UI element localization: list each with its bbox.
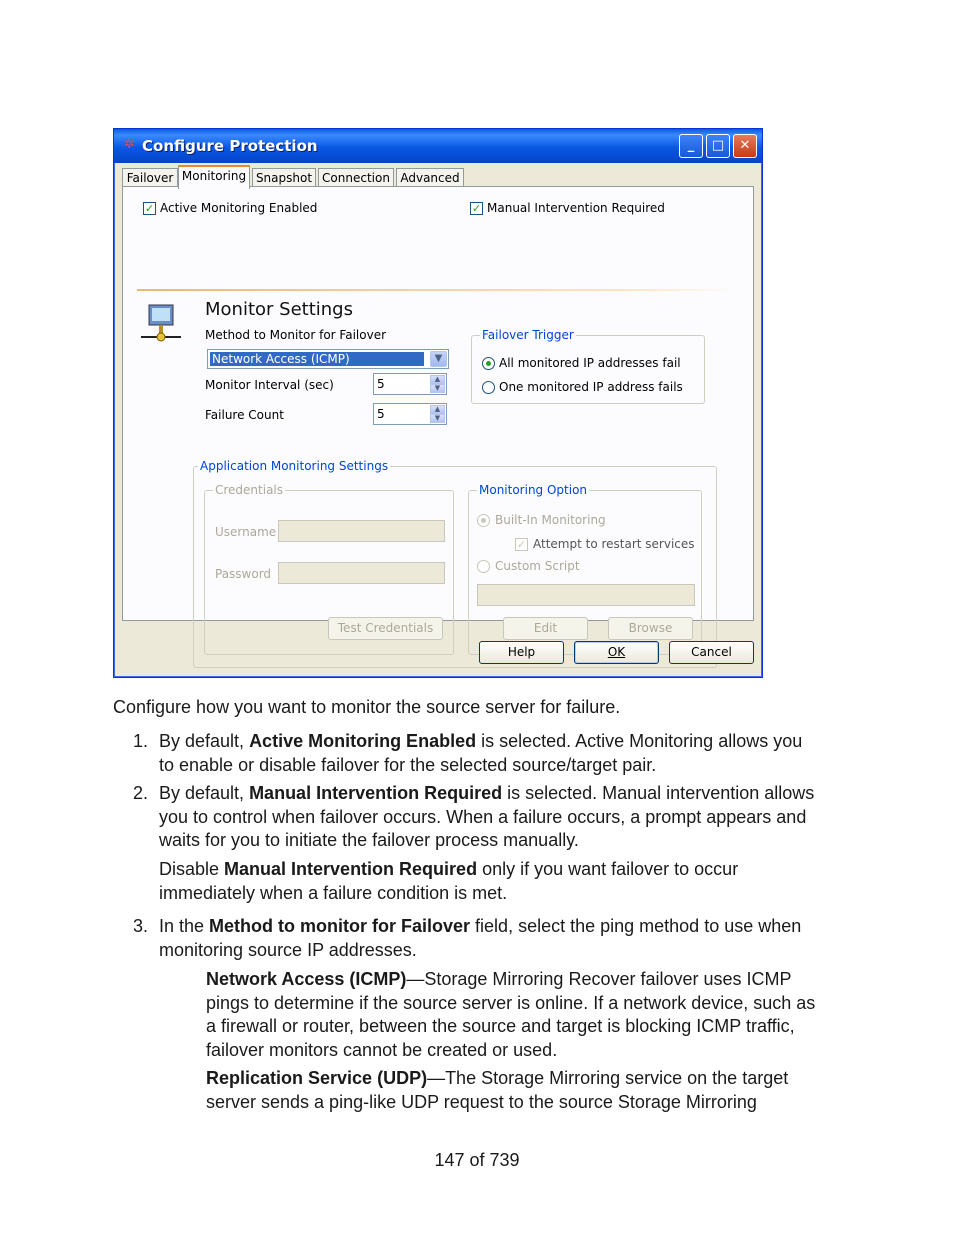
active-monitoring-label: Active Monitoring Enabled: [160, 201, 318, 215]
list-number-2: 2.: [133, 783, 149, 803]
built-in-monitoring-radio[interactable]: [477, 514, 490, 527]
list-item-2: [159, 782, 814, 853]
tab-connection[interactable]: Connection: [318, 168, 394, 188]
custom-script-label: Custom Script: [495, 559, 580, 573]
dialog-title: Configure Protection: [142, 137, 318, 155]
maximize-button[interactable]: □: [706, 134, 730, 158]
udp-line-1: Replication Service (UDP)—The Storage Mirroring service on the target: [206, 1068, 789, 1088]
list-number-1: 1.: [133, 731, 149, 751]
orange-separator: [137, 289, 737, 291]
username-label: Username: [215, 525, 277, 539]
active-monitoring-checkbox[interactable]: ✓: [144, 202, 155, 215]
list-item-2-line-1: By default, Manual Intervention Required is selected. Manual intervention allows: [159, 783, 815, 803]
tab-snapshot[interactable]: Snapshot: [252, 168, 316, 188]
minimize-button[interactable]: _: [679, 134, 703, 158]
icmp-line-4: failover monitors cannot be created or used.: [206, 1039, 558, 1060]
list-item-2-note: [159, 858, 738, 905]
edit-button[interactable]: Edit: [503, 617, 588, 640]
tab-monitoring[interactable]: Monitoring: [178, 165, 250, 189]
page-number: 147 of 739: [434, 1150, 520, 1170]
list-item-1-line-2: to enable or disable failover for the selected source/target pair.: [159, 754, 657, 775]
network-monitor-icon: [141, 303, 181, 353]
one-ip-fail-label: One monitored IP address fails: [499, 380, 683, 394]
icmp-description: [206, 968, 815, 1062]
title-bar[interactable]: [114, 129, 762, 163]
monitoring-panel: [122, 186, 754, 635]
help-button[interactable]: Help: [479, 641, 564, 664]
spin-up-icon[interactable]: ▲: [430, 405, 445, 414]
spin-down-icon[interactable]: ▼: [430, 414, 445, 423]
password-input[interactable]: [278, 562, 445, 584]
failure-count-value: 5: [377, 407, 385, 421]
list-item-3-line-1: In the Method to monitor for Failover field, select the ping method to use when: [159, 916, 802, 936]
note-line-2: immediately when a failure condition is met.: [159, 882, 508, 903]
all-ip-fail-radio[interactable]: [482, 357, 495, 370]
icmp-line-3: a firewall or router, between the source and target is blocking ICMP traffic,: [206, 1016, 795, 1036]
monitor-interval-label: Monitor Interval (sec): [205, 378, 334, 392]
tab-advanced[interactable]: Advanced: [396, 168, 464, 188]
restart-services-label: Attempt to restart services: [533, 537, 695, 551]
list-item-3: [159, 915, 801, 962]
method-label: Method to Monitor for Failover: [205, 328, 387, 342]
monitor-interval-value: 5: [377, 377, 385, 391]
chevron-down-icon[interactable]: ▼: [430, 351, 447, 367]
udp-line-2: server sends a ping-like UDP request to the source Storage Mirroring: [206, 1091, 757, 1112]
manual-intervention-checkbox[interactable]: ✓: [471, 202, 482, 215]
tab-failover[interactable]: Failover: [122, 168, 178, 188]
method-dropdown[interactable]: [207, 349, 449, 369]
monitor-interval-stepper[interactable]: [373, 373, 447, 395]
app-icon: ✲: [124, 137, 135, 152]
icmp-line-1: Network Access (ICMP)—Storage Mirroring Recover failover uses ICMP: [206, 969, 792, 989]
monitor-settings-heading: Monitor Settings: [205, 299, 353, 320]
failover-trigger-group: [471, 328, 705, 404]
custom-script-radio[interactable]: [477, 560, 490, 573]
icmp-line-2: pings to determine if the source server is online. If a network device, such as: [206, 992, 816, 1013]
close-button[interactable]: ✕: [733, 134, 757, 158]
manual-intervention-label: Manual Intervention Required: [487, 201, 665, 215]
note-line-1: Disable Manual Intervention Required only if you want failover to occur: [159, 859, 739, 879]
udp-description: [206, 1067, 788, 1114]
list-number-3: 3.: [133, 916, 149, 936]
browse-button[interactable]: Browse: [608, 617, 693, 640]
dialog-client: [118, 163, 758, 673]
failover-trigger-title: Failover Trigger: [482, 328, 574, 342]
monitoring-option-group: [468, 483, 702, 655]
monitoring-option-title: Monitoring Option: [479, 483, 588, 497]
credentials-group: [204, 483, 454, 655]
configure-protection-dialog: [113, 128, 763, 678]
list-item-3-line-2: monitoring source IP addresses.: [159, 939, 417, 960]
application-monitoring-group: [193, 459, 717, 668]
credentials-title: Credentials: [215, 483, 284, 497]
one-ip-fail-radio[interactable]: [482, 381, 495, 394]
test-credentials-button[interactable]: Test Credentials: [328, 617, 443, 640]
ok-button[interactable]: OK: [574, 641, 659, 664]
failure-count-stepper[interactable]: [373, 403, 447, 425]
custom-script-input[interactable]: [477, 584, 695, 606]
method-selected-value: Network Access (ICMP): [210, 352, 424, 366]
intro-paragraph: Configure how you want to monitor the source server for failure.: [113, 697, 621, 717]
list-item-2-line-2: you to control when failover occurs. When a failure occurs, a prompt appears and: [159, 806, 807, 827]
password-label: Password: [215, 567, 272, 581]
spin-up-icon[interactable]: ▲: [430, 375, 445, 384]
list-item-1: [159, 730, 802, 777]
built-in-monitoring-label: Built-In Monitoring: [495, 513, 606, 527]
cancel-button[interactable]: Cancel: [669, 641, 754, 664]
application-monitoring-title: Application Monitoring Settings: [200, 459, 389, 473]
restart-services-checkbox[interactable]: ✓: [516, 538, 527, 551]
list-item-2-line-3: waits for you to initiate the failover process manually.: [159, 830, 579, 850]
failure-count-label: Failure Count: [205, 408, 284, 422]
all-ip-fail-label: All monitored IP addresses fail: [499, 356, 681, 370]
list-item-1-line-1: By default, Active Monitoring Enabled is selected. Active Monitoring allows you: [159, 731, 803, 751]
spin-down-icon[interactable]: ▼: [430, 384, 445, 393]
username-input[interactable]: [278, 520, 445, 542]
